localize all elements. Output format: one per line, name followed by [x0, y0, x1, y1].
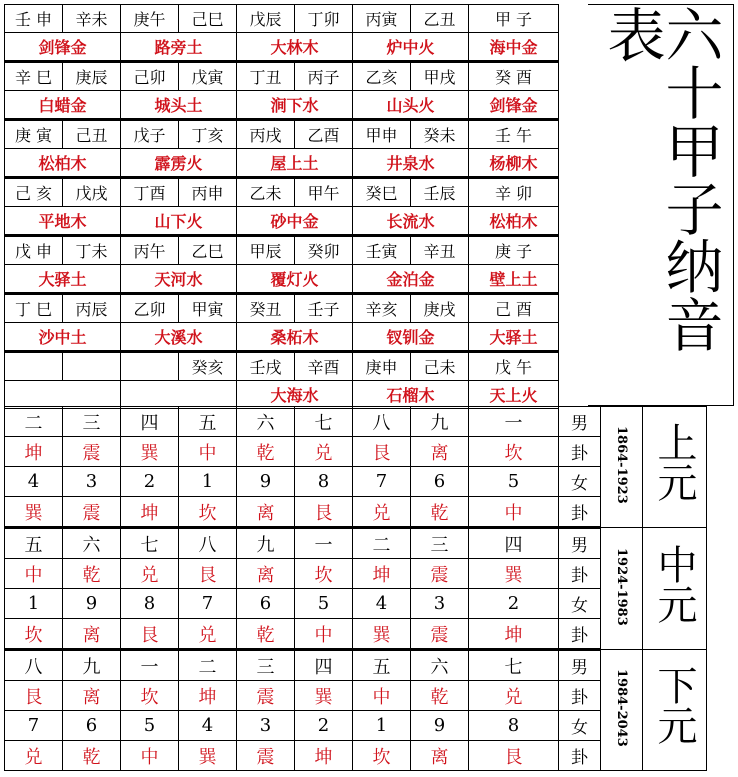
ganzhi-cell: 癸未	[411, 120, 469, 149]
nayin-cell: 白蜡金	[5, 91, 121, 120]
ganzhi-cell: 辛丑	[411, 236, 469, 265]
ganzhi-cell: 戊戌	[63, 178, 121, 207]
nayin-cell: 石榴木	[353, 381, 469, 409]
ganzhi-cell: 癸亥	[179, 352, 237, 381]
gua-cell: 乾	[237, 619, 295, 650]
star-number-cell: 三	[237, 650, 295, 681]
nayin-cell: 砂中金	[237, 207, 353, 236]
title-cell	[588, 4, 734, 406]
gua-cell: 离	[63, 681, 121, 711]
gua-row	[5, 407, 707, 437]
gua-cell: 坎	[121, 681, 179, 711]
era-years-text: 1924-1983	[614, 547, 629, 626]
star-number-cell: 七	[469, 650, 559, 681]
gua-cell: 离	[237, 559, 295, 589]
nayin-row	[5, 381, 559, 409]
ganzhi-cell: 癸卯	[295, 236, 353, 265]
nayin-cell: 平地木	[5, 207, 121, 236]
gua-cell: 兑	[295, 437, 353, 467]
star-number-cell: 四	[121, 407, 179, 437]
gua-cell: 巽	[295, 681, 353, 711]
page-title: 六十甲子纳音表	[597, 5, 724, 353]
star-number-cell: 四	[295, 650, 353, 681]
star-number-cell: 八	[5, 650, 63, 681]
nayin-row	[5, 149, 559, 178]
ganzhi-cell: 戊寅	[179, 62, 237, 91]
nayin-cell: 屋上土	[237, 149, 353, 178]
gua-cell: 坎	[5, 619, 63, 650]
star-number-cell: 一	[121, 650, 179, 681]
star-number-cell: 3	[237, 711, 295, 741]
gender-label: 卦	[559, 437, 601, 467]
ganzhi-cell: 辛未	[63, 5, 121, 33]
gua-cell: 乾	[237, 437, 295, 467]
star-number-cell: 一	[295, 528, 353, 559]
era-years-text: 1864-1923	[614, 426, 629, 504]
gender-label: 女	[559, 467, 601, 497]
ganzhi-cell: 甲午	[295, 178, 353, 207]
nayin-cell: 剑锋金	[469, 91, 559, 120]
ganzhi-cell: 乙巳	[179, 236, 237, 265]
ganzhi-cell: 辛 卯	[469, 178, 559, 207]
ganzhi-cell: 壬 午	[469, 120, 559, 149]
star-number-cell: 4	[5, 467, 63, 497]
nayin-cell: 路旁土	[121, 33, 237, 62]
gua-cell: 艮	[5, 681, 63, 711]
ganzhi-cell: 己 亥	[5, 178, 63, 207]
star-number-cell: 五	[5, 528, 63, 559]
ganzhi-cell: 甲戌	[411, 62, 469, 91]
ganzhi-row	[5, 178, 559, 207]
ganzhi-row	[5, 352, 559, 381]
ganzhi-cell: 乙酉	[295, 120, 353, 149]
gua-cell: 巽	[179, 741, 237, 771]
star-number-cell: 七	[121, 528, 179, 559]
nayin-cell: 涧下水	[237, 91, 353, 120]
gua-cell: 坤	[353, 559, 411, 589]
ganzhi-cell: 辛 巳	[5, 62, 63, 91]
star-number-cell: 九	[63, 650, 121, 681]
star-number-cell: 八	[353, 407, 411, 437]
nayin-cell: 山下火	[121, 207, 237, 236]
star-number-cell: 9	[411, 711, 469, 741]
gua-cell: 巽	[5, 497, 63, 528]
ganzhi-cell: 丁酉	[121, 178, 179, 207]
nayin-cell: 霹雳火	[121, 149, 237, 178]
gua-row	[5, 650, 707, 681]
gender-label: 男	[559, 650, 601, 681]
nayin-cell: 杨柳木	[469, 149, 559, 178]
star-number-cell: 7	[179, 589, 237, 619]
star-number-cell: 2	[469, 589, 559, 619]
nayin-cell: 沙中土	[5, 323, 121, 352]
gender-label: 男	[559, 407, 601, 437]
star-number-cell: 6	[411, 467, 469, 497]
ganzhi-cell: 庚午	[121, 5, 179, 33]
gender-label: 卦	[559, 619, 601, 650]
gua-cell: 中	[353, 681, 411, 711]
star-number-cell: 三	[411, 528, 469, 559]
gua-cell: 兑	[469, 681, 559, 711]
star-number-cell: 九	[411, 407, 469, 437]
ganzhi-cell: 乙未	[237, 178, 295, 207]
star-number-cell: 七	[295, 407, 353, 437]
star-number-cell: 1	[5, 589, 63, 619]
ganzhi-cell: 丁亥	[179, 120, 237, 149]
gua-cell: 坎	[295, 559, 353, 589]
nayin-row	[5, 33, 559, 62]
ganzhi-cell: 甲申	[353, 120, 411, 149]
ganzhi-cell: 壬戌	[237, 352, 295, 381]
star-number-cell: 1	[353, 711, 411, 741]
ganzhi-cell: 己巳	[179, 5, 237, 33]
gua-cell: 震	[411, 619, 469, 650]
gua-cell: 兑	[121, 559, 179, 589]
gua-cell: 离	[411, 741, 469, 771]
star-number-cell: 二	[353, 528, 411, 559]
gua-cell: 中	[5, 559, 63, 589]
gua-cell: 震	[63, 437, 121, 467]
gua-cell: 震	[237, 741, 295, 771]
star-number-cell: 8	[295, 467, 353, 497]
gua-cell: 离	[411, 437, 469, 467]
ganzhi-cell: 壬 申	[5, 5, 63, 33]
nayin-cell: 大林木	[237, 33, 353, 62]
star-number-cell: 5	[469, 467, 559, 497]
star-number-cell: 三	[63, 407, 121, 437]
gua-cell: 离	[237, 497, 295, 528]
nayin-table	[4, 4, 559, 409]
gua-cell: 坤	[5, 437, 63, 467]
ganzhi-row	[5, 5, 559, 33]
ganzhi-cell: 庚辰	[63, 62, 121, 91]
gua-cell: 乾	[63, 741, 121, 771]
gender-label: 女	[559, 711, 601, 741]
nayin-row	[5, 207, 559, 236]
nayin-cell: 天河水	[121, 265, 237, 294]
nayin-cell: 大溪水	[121, 323, 237, 352]
ganzhi-cell: 丁卯	[295, 5, 353, 33]
gua-cell: 震	[411, 559, 469, 589]
gender-label: 卦	[559, 497, 601, 528]
gua-cell: 离	[63, 619, 121, 650]
nayin-cell: 山头火	[353, 91, 469, 120]
gender-label: 男	[559, 528, 601, 559]
ganzhi-cell: 壬子	[295, 294, 353, 323]
nayin-cell: 松柏木	[5, 149, 121, 178]
gua-cell: 中	[295, 619, 353, 650]
era-name	[643, 528, 707, 650]
nayin-cell: 壁上土	[469, 265, 559, 294]
star-number-cell: 7	[353, 467, 411, 497]
ganzhi-cell: 庚 寅	[5, 120, 63, 149]
era-name	[643, 407, 707, 528]
star-number-cell: 2	[295, 711, 353, 741]
ganzhi-cell: 丙辰	[63, 294, 121, 323]
star-number-cell: 9	[237, 467, 295, 497]
ganzhi-cell: 壬辰	[411, 178, 469, 207]
gua-cell: 巽	[121, 437, 179, 467]
star-number-cell: 3	[63, 467, 121, 497]
gua-cell: 艮	[179, 559, 237, 589]
ganzhi-row	[5, 62, 559, 91]
ganzhi-cell: 己 酉	[469, 294, 559, 323]
gua-row	[5, 528, 707, 559]
nayin-cell: 覆灯火	[237, 265, 353, 294]
nayin-cell: 井泉水	[353, 149, 469, 178]
ganzhi-cell	[63, 352, 121, 381]
ganzhi-cell: 己卯	[121, 62, 179, 91]
ganzhi-cell: 乙丑	[411, 5, 469, 33]
ganzhi-cell: 甲辰	[237, 236, 295, 265]
nayin-cell: 城头土	[121, 91, 237, 120]
ganzhi-cell: 戊子	[121, 120, 179, 149]
era-name	[643, 650, 707, 771]
star-number-cell: 五	[353, 650, 411, 681]
ganzhi-cell: 戊辰	[237, 5, 295, 33]
nayin-cell: 长流水	[353, 207, 469, 236]
gender-label: 卦	[559, 741, 601, 771]
gender-label: 卦	[559, 559, 601, 589]
star-number-cell: 二	[5, 407, 63, 437]
nayin-cell: 金泊金	[353, 265, 469, 294]
gua-table	[4, 406, 707, 771]
gua-cell: 艮	[295, 497, 353, 528]
ganzhi-row	[5, 236, 559, 265]
gua-cell: 乾	[63, 559, 121, 589]
gua-cell: 中	[121, 741, 179, 771]
star-number-cell: 9	[63, 589, 121, 619]
gua-cell: 巽	[469, 559, 559, 589]
ganzhi-cell: 丙午	[121, 236, 179, 265]
star-number-cell: 九	[237, 528, 295, 559]
gua-cell: 中	[469, 497, 559, 528]
nayin-cell: 天上火	[469, 381, 559, 409]
gua-cell: 中	[179, 437, 237, 467]
star-number-cell: 8	[121, 589, 179, 619]
ganzhi-cell: 庚 子	[469, 236, 559, 265]
gua-cell: 坎	[469, 437, 559, 467]
star-number-cell: 六	[237, 407, 295, 437]
gua-cell: 坤	[469, 619, 559, 650]
gua-cell: 艮	[121, 619, 179, 650]
ganzhi-row	[5, 120, 559, 149]
nayin-cell	[5, 381, 121, 409]
gua-cell: 艮	[469, 741, 559, 771]
ganzhi-cell: 乙卯	[121, 294, 179, 323]
nayin-row	[5, 91, 559, 120]
ganzhi-cell: 丁 巳	[5, 294, 63, 323]
ganzhi-cell: 戊 午	[469, 352, 559, 381]
ganzhi-cell: 庚申	[353, 352, 411, 381]
star-number-cell: 6	[237, 589, 295, 619]
ganzhi-cell: 丙子	[295, 62, 353, 91]
star-number-cell: 六	[63, 528, 121, 559]
era-years-text: 1984-2043	[614, 669, 629, 747]
gua-cell: 兑	[5, 741, 63, 771]
era-years	[601, 650, 643, 771]
ganzhi-cell: 戊 申	[5, 236, 63, 265]
star-number-cell: 2	[121, 467, 179, 497]
nayin-cell: 海中金	[469, 33, 559, 62]
gua-cell: 坤	[179, 681, 237, 711]
ganzhi-cell	[5, 352, 63, 381]
ganzhi-cell: 丁丑	[237, 62, 295, 91]
ganzhi-cell: 癸 酉	[469, 62, 559, 91]
ganzhi-cell: 丙戌	[237, 120, 295, 149]
ganzhi-cell: 壬寅	[353, 236, 411, 265]
nayin-cell: 大驿土	[5, 265, 121, 294]
ganzhi-cell: 丙寅	[353, 5, 411, 33]
star-number-cell: 八	[179, 528, 237, 559]
gua-cell: 乾	[411, 497, 469, 528]
gua-cell: 巽	[353, 619, 411, 650]
ganzhi-cell	[121, 352, 179, 381]
ganzhi-cell: 甲 子	[469, 5, 559, 33]
ganzhi-cell: 庚戌	[411, 294, 469, 323]
star-number-cell: 7	[5, 711, 63, 741]
ganzhi-cell: 癸丑	[237, 294, 295, 323]
gua-cell: 震	[63, 497, 121, 528]
nayin-row	[5, 265, 559, 294]
star-number-cell: 5	[121, 711, 179, 741]
era-name-text: 下元	[651, 665, 697, 745]
star-number-cell: 5	[295, 589, 353, 619]
nayin-cell: 大海水	[237, 381, 353, 409]
ganzhi-cell: 丁未	[63, 236, 121, 265]
gua-cell: 兑	[179, 619, 237, 650]
gua-cell: 坤	[121, 497, 179, 528]
star-number-cell: 4	[179, 711, 237, 741]
ganzhi-cell: 甲寅	[179, 294, 237, 323]
ganzhi-cell: 乙亥	[353, 62, 411, 91]
ganzhi-cell: 己丑	[63, 120, 121, 149]
era-years	[601, 528, 643, 650]
gua-cell: 震	[237, 681, 295, 711]
gender-label: 女	[559, 589, 601, 619]
gender-label: 卦	[559, 681, 601, 711]
era-years	[601, 407, 643, 528]
star-number-cell: 1	[179, 467, 237, 497]
ganzhi-cell: 癸巳	[353, 178, 411, 207]
nayin-cell: 炉中火	[353, 33, 469, 62]
nayin-cell	[121, 381, 237, 409]
nayin-cell: 松柏木	[469, 207, 559, 236]
gua-cell: 坎	[179, 497, 237, 528]
gua-cell: 乾	[411, 681, 469, 711]
ganzhi-cell: 辛酉	[295, 352, 353, 381]
star-number-cell: 四	[469, 528, 559, 559]
ganzhi-cell: 己未	[411, 352, 469, 381]
gua-cell: 坤	[295, 741, 353, 771]
era-name-text: 中元	[651, 543, 697, 624]
star-number-cell: 五	[179, 407, 237, 437]
era-name-text: 上元	[651, 422, 697, 502]
ganzhi-row	[5, 294, 559, 323]
nayin-row	[5, 323, 559, 352]
nayin-cell: 钗钏金	[353, 323, 469, 352]
star-number-cell: 二	[179, 650, 237, 681]
gua-cell: 艮	[353, 437, 411, 467]
star-number-cell: 4	[353, 589, 411, 619]
gua-cell: 兑	[353, 497, 411, 528]
nayin-cell: 桑柘木	[237, 323, 353, 352]
star-number-cell: 3	[411, 589, 469, 619]
star-number-cell: 六	[411, 650, 469, 681]
nayin-cell: 大驿土	[469, 323, 559, 352]
ganzhi-cell: 辛亥	[353, 294, 411, 323]
gua-cell: 坎	[353, 741, 411, 771]
nayin-cell: 剑锋金	[5, 33, 121, 62]
star-number-cell: 6	[63, 711, 121, 741]
star-number-cell: 8	[469, 711, 559, 741]
ganzhi-cell: 丙申	[179, 178, 237, 207]
star-number-cell: 一	[469, 407, 559, 437]
